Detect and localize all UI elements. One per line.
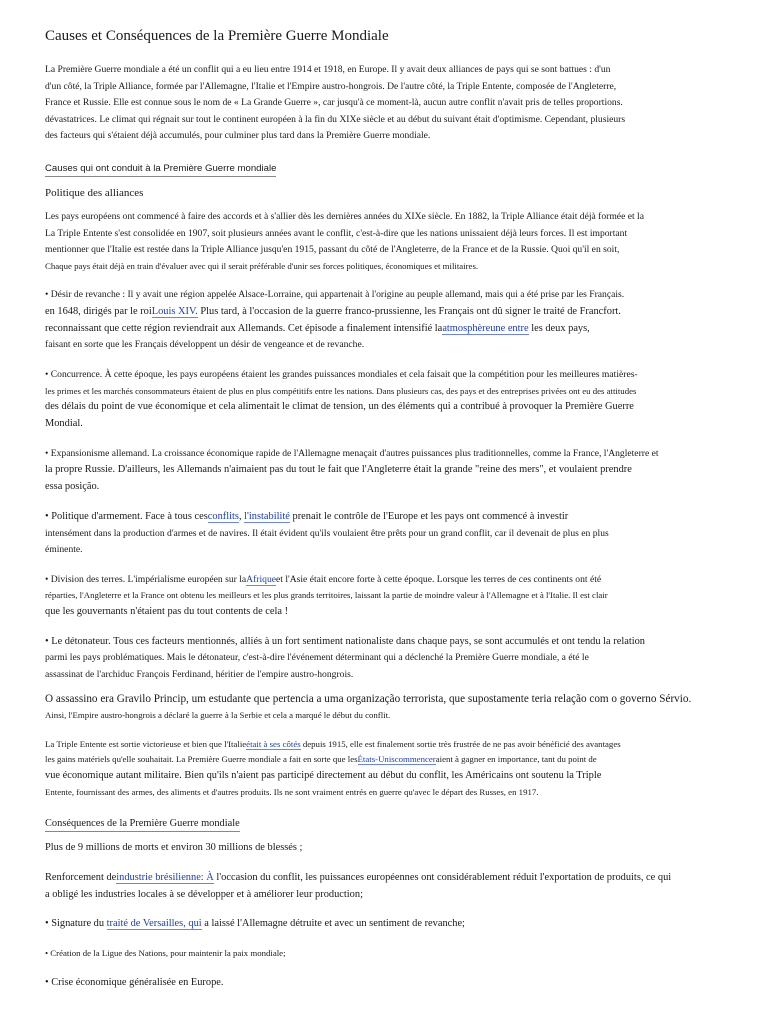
text-span: a laissé l'Allemagne détruite et avec un sentiment de revanche; bbox=[201, 918, 465, 930]
text-line bbox=[45, 752, 716, 767]
conflits-link[interactable]: conflits bbox=[207, 510, 239, 522]
text-line bbox=[45, 572, 716, 589]
alliances-heading: Politique des alliances bbox=[45, 186, 144, 199]
text-line: • Le détonateur. Tous ces facteurs mentionnés, alliés à un fort sentiment nationaliste dans chaque pays, se sont accumulés et ont tendu la relation bbox=[45, 635, 646, 647]
text-span: depuis 1915, elle est finalement sortie très frustrée de ne pas avoir bénéficié des avantages bbox=[300, 738, 621, 749]
armement-paragraph bbox=[45, 509, 716, 559]
text-line: les primes et les marchés consommateurs étaient de plus en plus compétitifs entre les nations. Dans plusieurs cas, des pays et des entreprises privées ont eu des attitudes bbox=[45, 385, 637, 396]
text-span: en 1648, dirigés par le roi bbox=[45, 305, 152, 317]
industrie-bresilienne-link[interactable]: industrie brésilienne: À bbox=[116, 871, 214, 883]
text-span: • Division des terres. L'impérialisme européen sur la bbox=[45, 573, 247, 585]
text-line: Les pays européens ont commencé à faire des accords et à s'allier dès les dernières années du XIXe siècle. En 1882, la Triple Alliance était déjà formée et la bbox=[45, 210, 644, 222]
commencer-link[interactable]: commencer bbox=[394, 754, 436, 765]
text-line: • Concurrence. À cette époque, les pays européens étaient les grandes puissances mondiales et cela faisait que la compétition pour les meilleures matières- bbox=[45, 368, 638, 380]
text-line: réparties, l'Angleterre et la France ont obtenu les meilleurs et les plus grands territoires, laissant la partie de moindre valeur à l'Allemagne et à l'Italie. Il est clair bbox=[45, 590, 608, 601]
text-span: • Politique d'armement. Face à tous ces bbox=[45, 510, 208, 522]
text-span: La Triple Entente est sortie victorieuse et bien que l'Italie bbox=[45, 738, 247, 749]
text-line: assassinat de l'archiduc François Ferdinand, héritier de l'empire austro-hongrois. bbox=[45, 668, 354, 680]
text-span: • Signature du bbox=[45, 918, 107, 930]
crise-item: • Crise économique généralisée en Europe. bbox=[45, 976, 224, 988]
text-span: Plus tard, à l'occasion de la guerre franco-prussienne, les Français ont dû signer le traité de Francfort. bbox=[197, 305, 621, 317]
revanche-paragraph bbox=[45, 287, 716, 354]
etats-unis-link[interactable]: États-Unis bbox=[357, 754, 395, 765]
text-span: les deux pays, bbox=[528, 322, 590, 334]
text-line: des délais du point de vue économique et cela alimentait le climat de tension, un des éléments qui a contribué à provoquer la Première Guerre bbox=[45, 400, 634, 412]
text-line: Chaque pays était déjà en train d'évaluer avec qui il serait préférable d'unir ses forces politiques, économiques et militaires. bbox=[45, 260, 479, 271]
concurrence-paragraph bbox=[45, 367, 716, 433]
une-entre-link[interactable]: une entre bbox=[490, 322, 529, 334]
text-line: la propre Russie. D'ailleurs, les Allemands n'aimaient pas du tout le fait que l'Angleterre était la grande "reine des mers", et voulaient prendre bbox=[45, 464, 632, 476]
text-span: aient à gagner en importance, tant du point de bbox=[435, 754, 597, 765]
page-title: Causes et Conséquences de la Première Guerre Mondiale bbox=[45, 28, 389, 44]
text-line bbox=[45, 304, 716, 321]
consequences-heading: Conséquences de la Première Guerre mondiale bbox=[45, 816, 240, 832]
text-line: O assassino era Gravilo Princip, um estudante que pertencia a uma organização terrorista, que supostamente teria relação com o governo Sérvio. bbox=[45, 693, 692, 706]
text-line: La Première Guerre mondiale a été un conflit qui a eu lieu entre 1914 et 1918, en Europe. Il y avait deux alliances de pays qui se sont battues : d'un bbox=[45, 64, 611, 75]
text-line: Ainsi, l'Empire austro-hongrois a déclaré la guerre à la Serbie et cela a marqué le début du conflit. bbox=[45, 710, 391, 721]
versailles-item bbox=[45, 916, 716, 933]
text-line: éminente. bbox=[45, 544, 83, 556]
text-span: prenait le contrôle de l'Europe et les pays ont commencé à investir bbox=[289, 510, 569, 522]
detonateur-paragraph bbox=[45, 634, 716, 684]
text-line: • Désir de revanche : Il y avait une région appelée Alsace-Lorraine, qui appartenait à l'origine au peuple allemand, mais qui a été prise par les Français. bbox=[45, 289, 625, 301]
text-line: a obligé les industries locales à se développer et à améliorer leur production; bbox=[45, 888, 363, 900]
text-line: parmi les pays problématiques. Mais le détonateur, c'est-à-dire l'événement déterminant qui a déclenché la Première Guerre mondiale, a été le bbox=[45, 652, 589, 664]
text-line: • Expansionisme allemand. La croissance économique rapide de l'Allemagne menaçait d'autres puissances plus traditionnelles, comme la France, l'Angleterre et bbox=[45, 447, 659, 459]
text-line: dévastatrices. Le climat qui régnait sur tout le continent européen à la fin du XIXe siècle et au début du suivant était d'optimisme. Cependant, plusieurs bbox=[45, 113, 626, 125]
division-paragraph bbox=[45, 572, 716, 621]
expansionisme-paragraph bbox=[45, 446, 716, 496]
text-line bbox=[45, 737, 716, 752]
text-span: les gains matériels qu'elle souhaitait. La Première Guerre mondiale a fait en sorte que les bbox=[45, 754, 358, 765]
text-line: que les gouvernants n'étaient pas du tout contents de cela ! bbox=[45, 605, 289, 617]
text-span: reconnaissant que cette région reviendrait aux Allemands. Cet épisode a finalement intensifié la bbox=[45, 322, 443, 334]
text-line: • Politique d'armement. Face à tous cesconflits, l'instabilité prenait le contrôle de l'Europe et les pays ont commencé à investir bbox=[45, 510, 569, 522]
text-line: Mondial. bbox=[45, 417, 83, 429]
text-span: l'occasion du conflit, les puissances européennes ont considérablement réduit l'exportation de produits, ce qui bbox=[213, 871, 672, 883]
text-line: mentionner que l'Italie est restée dans la Triple Alliance jusqu'en 1915, passant du côté de l'Angleterre, de la France et de la Russie. Quoi qu'il en soit, bbox=[45, 244, 620, 256]
text-line: des facteurs qui s'étaient déjà accumulés, pour culminer plus tard dans la Première Guerre mondiale. bbox=[45, 130, 431, 142]
text-line: intensément dans la production d'armes et de navires. Il était évident qu'ils voulaient être prêts pour un grand conflit, car il devenait de plus en plus bbox=[45, 527, 609, 539]
atmosphere-link[interactable]: atmosphère bbox=[442, 322, 491, 334]
afrique-link[interactable]: Afrique bbox=[246, 573, 277, 585]
assassin-paragraph bbox=[45, 691, 716, 723]
text-span: Renforcement de bbox=[45, 871, 117, 883]
traite-versailles-link[interactable]: traité de Versailles, qui bbox=[106, 918, 202, 930]
text-line: France et Russie. Elle est connue sous le nom de « La Grande Guerre », car jusqu'à ce moment-là, aucun autre conflit n'avait pris de telles proportions. bbox=[45, 97, 623, 109]
industrie-paragraph bbox=[45, 870, 716, 904]
text-line: La Triple Entente s'est consolidée en 1907, soit plusieurs années avant le conflit, c'est-à-dire que les nations unissaient déjà leurs forces. Il est important bbox=[45, 227, 628, 239]
text-line bbox=[45, 321, 716, 338]
morts-item: Plus de 9 millions de morts et environ 30 millions de blessés ; bbox=[45, 841, 303, 853]
louis-xiv-link[interactable]: Louis XIV. bbox=[151, 305, 198, 317]
intro-paragraph bbox=[45, 62, 716, 145]
text-line: vue économique autant militaire. Bien qu'ils n'aient pas participé directement au début du conflit, les Américains ont soutenu la Triple bbox=[45, 769, 602, 781]
alliances-paragraph bbox=[45, 209, 716, 274]
text-line: Entente, fournissant des armes, des aliments et d'autres produits. Ils ne sont vraiment entrés en guerre qu'avec le départ des Russes, en 1917. bbox=[45, 786, 539, 797]
text-span: et l'Asie était encore forte à cette époque. Lorsque les terres de ces continents ont été bbox=[276, 573, 602, 585]
text-line: d'un côté, la Triple Alliance, formée par l'Allemagne, l'Italie et l'Empire austro-hongrois. De l'autre côté, la Triple Entente, composée de l'Angleterre, bbox=[45, 80, 617, 92]
etait-a-ses-cotes-link[interactable]: était à ses côtés bbox=[246, 738, 301, 749]
entente-paragraph bbox=[45, 737, 716, 800]
causes-heading: Causes qui ont conduit à la Première Guerre mondiale bbox=[45, 162, 276, 177]
ligue-item: • Création de la Ligue des Nations, pour maintenir la paix mondiale; bbox=[45, 948, 286, 959]
text-line: essa posição. bbox=[45, 480, 100, 492]
instabilite-link[interactable]: l'instabilité bbox=[244, 510, 290, 522]
text-line bbox=[45, 870, 716, 887]
text-line: faisant en sorte que les Français développent un désir de vengeance et de revanche. bbox=[45, 339, 365, 351]
